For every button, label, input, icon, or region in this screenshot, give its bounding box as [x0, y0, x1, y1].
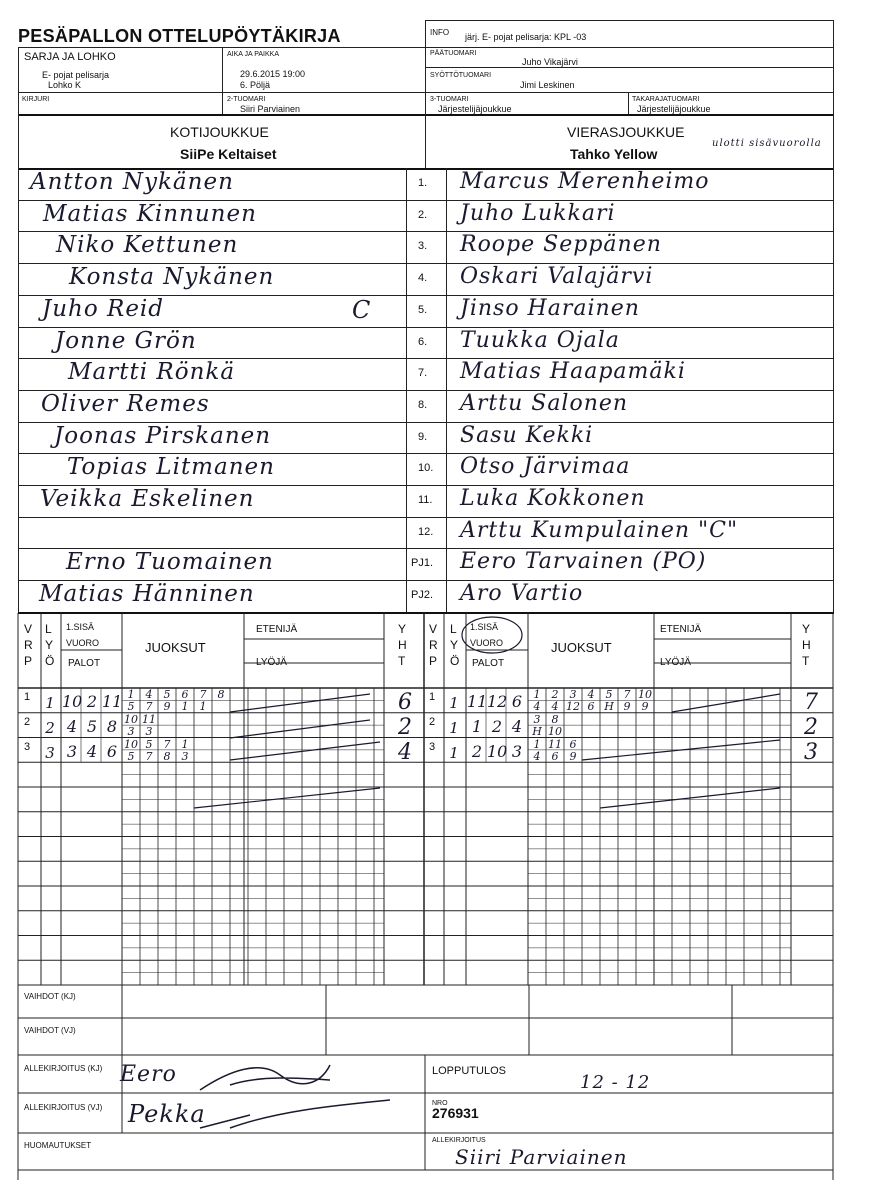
run-bottom: 4 [551, 700, 559, 713]
lyo-header: Y [45, 638, 54, 652]
roster-number: 5. [418, 304, 428, 316]
run-bottom: 1 [199, 700, 207, 713]
inning-palot: 4 [66, 716, 78, 736]
roster-number: 1. [418, 177, 428, 189]
run-top: 11 [142, 712, 156, 726]
run-top: 1 [533, 737, 541, 751]
home-player-name: Topias Litmanen [67, 454, 275, 480]
run-top: 6 [181, 688, 189, 701]
inning-palot: 4 [511, 716, 523, 736]
inning-lyo: 1 [449, 743, 459, 762]
vuoro-header: VUORO [66, 638, 100, 648]
juoksut-header: JUOKSUT [145, 640, 206, 655]
lopputulos-label: LOPPUTULOS [432, 1065, 506, 1077]
vrp-header: R [429, 638, 438, 652]
yht-header: H [802, 638, 811, 652]
huomautukset-label: HUOMAUTUKSET [24, 1141, 92, 1150]
allekirjoitus-signature: Siiri Parviainen [455, 1145, 628, 1169]
vaihdot-vj-label: VAIHDOT (VJ) [24, 1026, 76, 1035]
run-top: 2 [551, 688, 559, 701]
syottotuomari-label: SYÖTTÖTUOMARI [430, 72, 492, 79]
info-value: järj. E- pojat pelisarja: KPL -03 [465, 32, 587, 42]
away-player-name: Matias Haapamäki [460, 359, 686, 384]
roster-number: 7. [418, 367, 428, 379]
inning-number: 1 [429, 691, 436, 703]
run-bottom: 6 [551, 749, 559, 763]
roster-number: 8. [418, 399, 428, 411]
yht-header: Y [398, 622, 407, 636]
home-player-name: Konsta Nykänen [69, 264, 275, 290]
run-top: 10 [638, 688, 652, 701]
run-top: 4 [587, 688, 595, 701]
away-player-name: Arttu Kumpulainen "C" [460, 518, 739, 543]
run-bottom: 5 [127, 700, 135, 713]
inning-palot: 2 [491, 716, 503, 736]
run-top: 1 [181, 737, 189, 751]
signature-vj: Pekka [128, 1100, 206, 1128]
run-top: 1 [127, 688, 135, 701]
juoksut-header: JUOKSUT [551, 640, 612, 655]
lyoja-header: LYÖJÄ [256, 657, 287, 668]
away-team-note: ulotti sisävuorolla [712, 138, 822, 149]
takaraja-value: Järjestelijäjoukkue [637, 104, 711, 114]
inning-palot: 11 [467, 692, 488, 711]
roster-number: 10. [418, 462, 434, 474]
vrp-header: V [24, 622, 33, 636]
home-player-name: Niko Kettunen [56, 232, 239, 258]
tuomari2-value: Siiri Parviainen [240, 104, 301, 114]
yht-header: T [802, 654, 810, 668]
home-player-name: Joonas Pirskanen [54, 423, 272, 449]
lyoja-header: LYÖJÄ [660, 657, 691, 668]
away-player-name: Tuukka Ojala [460, 328, 620, 353]
away-player-name: Eero Tarvainen (PO) [460, 549, 707, 574]
inning-lyo: 2 [45, 718, 55, 737]
inning-lyo: 1 [45, 694, 55, 712]
run-bottom: 12 [566, 700, 580, 713]
inning-palot: 4 [86, 741, 98, 761]
inning-palot: 6 [511, 692, 523, 711]
inning-palot: 3 [511, 741, 523, 761]
etenija-header: ETENIJÄ [660, 624, 702, 635]
away-player-name: Roope Seppänen [460, 232, 662, 257]
roster-number: 3. [418, 240, 428, 252]
run-top: 7 [623, 688, 631, 701]
run-top: 4 [145, 688, 153, 701]
roster-number: 12. [418, 526, 434, 538]
palot-header: PALOT [472, 658, 505, 669]
run-bottom: H [604, 700, 614, 713]
away-player-name: Oskari Valajärvi [460, 264, 654, 289]
inning-total: 6 [398, 690, 412, 715]
run-top: 7 [199, 688, 207, 701]
run-top: 8 [551, 712, 559, 726]
lyo-header: L [450, 622, 457, 636]
yht-header: H [398, 638, 407, 652]
vrp-header: P [429, 654, 438, 668]
run-bottom: 9 [569, 749, 577, 763]
info-label: INFO [430, 28, 450, 37]
tuomari2-label: 2-TUOMARI [227, 96, 266, 103]
away-player-name: Jinso Harainen [460, 296, 640, 321]
run-top: 10 [124, 737, 138, 751]
paatuomari-value: Juho Vikajärvi [522, 57, 578, 67]
inning-palot: 10 [62, 692, 83, 711]
roster-number: 2. [418, 209, 428, 221]
inning-palot: 6 [106, 741, 118, 761]
home-player-name: Erno Tuomainen [66, 549, 274, 575]
lyo-header: L [45, 622, 52, 636]
roster-number: 6. [418, 336, 428, 348]
nro-value: 276931 [432, 1105, 479, 1121]
home-player-name: Matias Kinnunen [43, 201, 257, 227]
inning-number: 2 [24, 715, 31, 728]
inning-palot: 11 [102, 692, 123, 711]
run-top: 5 [145, 737, 153, 751]
takaraja-label: TAKARAJATUOMARI [632, 96, 700, 103]
run-top: 7 [163, 737, 171, 751]
yht-header: Y [802, 622, 811, 636]
inning-palot: 2 [471, 741, 483, 761]
home-player-name: Jonne Grön [55, 328, 197, 354]
run-bottom: 3 [181, 749, 189, 763]
inning-number: 3 [24, 740, 31, 753]
inning-total: 4 [398, 739, 412, 765]
inning-palot: 10 [487, 741, 508, 761]
run-bottom: 1 [181, 700, 189, 713]
nro-label: NRO [432, 1100, 448, 1107]
lyo-header: Y [450, 638, 459, 652]
away-team-label: VIERASJOUKKUE [567, 124, 685, 140]
away-team-name: Tahko Yellow [570, 146, 658, 162]
away-player-name: Luka Kokkonen [460, 486, 646, 511]
home-team-label: KOTIJOUKKUE [170, 124, 269, 140]
away-player-name: Aro Vartio [460, 581, 584, 606]
allekirjoitus-label: ALLEKIRJOITUS [432, 1137, 486, 1144]
inning-number: 2 [429, 715, 436, 728]
run-top: 8 [217, 688, 225, 701]
lyo-header: Ö [45, 654, 55, 668]
run-bottom: 7 [145, 749, 153, 763]
kirjuri-label: KIRJURI [22, 96, 50, 103]
vuoro-header: VUORO [470, 638, 504, 648]
sarja-label: SARJA JA LOHKO [24, 51, 116, 63]
inning-palot: 2 [86, 692, 98, 711]
away-player-name: Arttu Salonen [460, 391, 629, 416]
allekirjoitus-kj-label: ALLEKIRJOITUS (KJ) [24, 1064, 103, 1073]
inning-number: 3 [429, 740, 436, 753]
vrp-header: V [429, 622, 438, 636]
roster-number: PJ2. [411, 589, 434, 601]
inning-lyo: 1 [449, 694, 459, 712]
run-bottom: 3 [145, 724, 153, 738]
run-top: 1 [533, 688, 541, 701]
inning-total: 3 [804, 739, 818, 765]
run-bottom: 6 [587, 700, 595, 713]
palot-header: PALOT [68, 658, 101, 669]
home-player-name: Matias Hänninen [39, 581, 255, 607]
run-top: 5 [163, 688, 171, 701]
run-top: 10 [124, 712, 138, 726]
roster-number: 11. [418, 494, 433, 506]
run-bottom: 8 [163, 749, 171, 763]
run-bottom: 4 [533, 700, 541, 713]
run-bottom: 9 [623, 700, 631, 713]
away-player-name: Marcus Merenheimo [460, 169, 710, 194]
allekirjoitus-vj-label: ALLEKIRJOITUS (VJ) [24, 1103, 103, 1112]
run-bottom: 7 [145, 700, 153, 713]
inning-total: 2 [398, 714, 412, 740]
run-bottom: 10 [548, 724, 562, 738]
vaihdot-kj-label: VAIHDOT (KJ) [24, 992, 76, 1001]
syottotuomari-value: Jimi Leskinen [520, 80, 575, 90]
sarja-value: E- pojat pelisarja [42, 70, 110, 80]
run-bottom: 9 [163, 700, 171, 713]
inning-total: 7 [804, 690, 818, 715]
away-player-name: Sasu Kekki [460, 423, 594, 448]
away-player-name: Juho Lukkari [460, 201, 616, 226]
document-title: PESÄPALLON OTTELUPÖYTÄKIRJA [18, 26, 341, 46]
roster-number: 9. [418, 431, 428, 443]
etenija-header: ETENIJÄ [256, 624, 298, 635]
inning-lyo: 3 [45, 743, 55, 762]
inning-palot: 3 [66, 741, 78, 761]
home-captain-mark: C [352, 296, 372, 324]
home-player-name: Oliver Remes [41, 391, 210, 417]
home-player-name: Veikka Eskelinen [40, 486, 255, 512]
inning-number: 1 [24, 691, 31, 703]
run-top: 11 [548, 737, 562, 751]
run-bottom: 4 [533, 749, 541, 763]
roster-number: PJ1. [411, 557, 434, 569]
run-top: 3 [569, 688, 577, 701]
lyo-header: Ö [450, 654, 460, 668]
inning-palot: 12 [487, 692, 508, 711]
run-top: 5 [605, 688, 613, 701]
run-bottom: 5 [127, 749, 135, 763]
aika-value: 29.6.2015 19:00 [240, 69, 306, 79]
run-bottom: 3 [127, 724, 135, 738]
inning-palot: 5 [86, 716, 98, 736]
lopputulos-value: 12 - 12 [580, 1072, 651, 1093]
vrp-header: R [24, 638, 33, 652]
vrp-header: P [24, 654, 33, 668]
inning-total: 2 [804, 714, 818, 740]
home-player-name: Martti Rönkä [68, 359, 236, 385]
tuomari3-label: 3-TUOMARI [430, 96, 469, 103]
run-bottom: 9 [641, 700, 649, 713]
home-team-name: SiiPe Keltaiset [180, 146, 277, 162]
paikka-value: 6. Pöljä [240, 80, 271, 90]
roster-number: 4. [418, 272, 428, 284]
tuomari3-value: Järjestelijäjoukkue [438, 104, 512, 114]
inning-lyo: 1 [449, 718, 459, 737]
inning-palot: 1 [471, 716, 483, 736]
aika-label: AIKA JA PAIKKA [227, 51, 280, 58]
home-player-name: Juho Reid [42, 296, 165, 322]
away-player-name: Otso Järvimaa [460, 454, 631, 479]
home-player-name: Antton Nykänen [30, 169, 234, 195]
yht-header: T [398, 654, 406, 668]
sisa-header: 1.SISÄ [66, 622, 95, 632]
run-top: 3 [533, 712, 541, 726]
sisa-header: 1.SISÄ [470, 622, 499, 632]
run-top: 6 [569, 737, 577, 751]
run-bottom: H [532, 724, 542, 738]
paatuomari-label: PÄÄTUOMARI [430, 50, 477, 57]
lohko-value: Lohko K [48, 80, 82, 90]
inning-palot: 8 [106, 716, 118, 736]
signature-kj: Eero [120, 1062, 177, 1087]
